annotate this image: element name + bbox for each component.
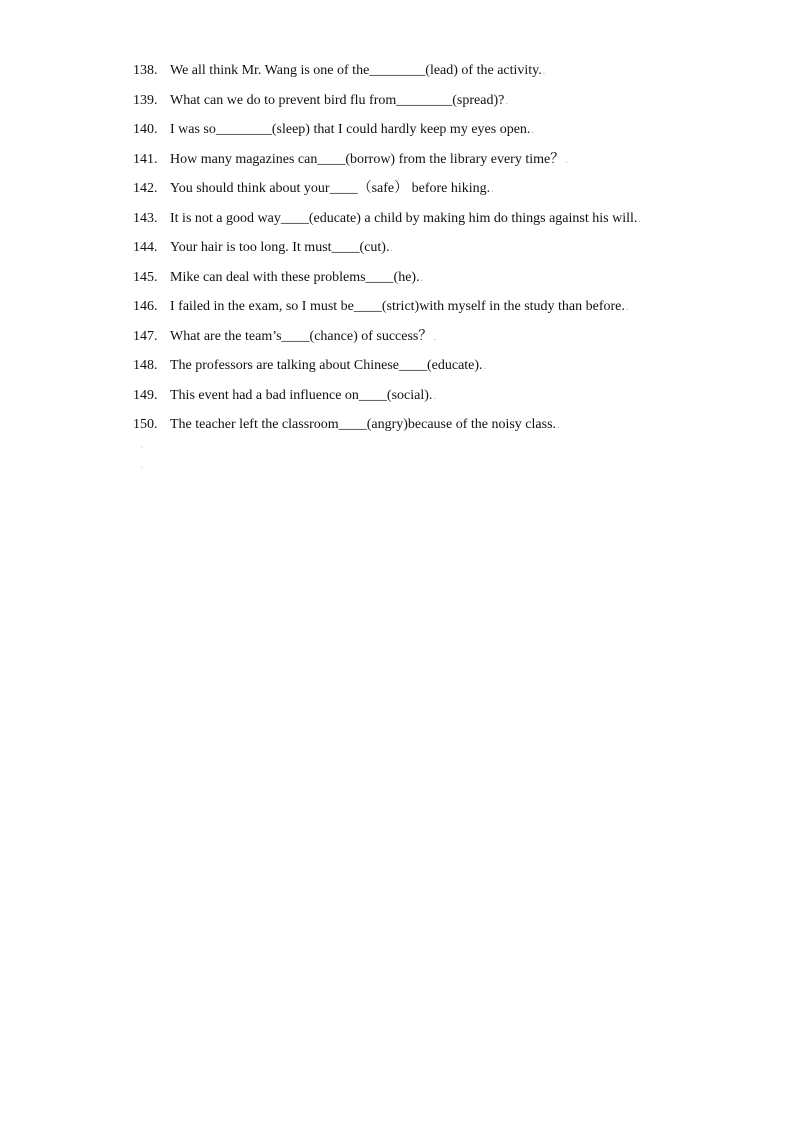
question-item xyxy=(133,150,773,180)
paragraph-mark: . xyxy=(420,272,424,284)
paragraph-mark: . xyxy=(390,243,393,254)
empty-paragraph-mark: · xyxy=(140,462,143,472)
question-text: This event had a bad influence on____(social). xyxy=(170,387,433,403)
question-text: It is not a good way____(educate) a child by making him do things against his will. xyxy=(170,210,638,226)
question-number: 146. xyxy=(133,299,158,314)
question-text: How many magazines can____(borrow) from the library every time？ xyxy=(170,151,565,167)
question-item xyxy=(133,415,773,445)
empty-paragraph-mark: · xyxy=(140,442,143,452)
question-text: The teacher left the classroom____(angry)because of the noisy class. xyxy=(170,417,557,432)
question-text: Your hair is too long. It must____(cut). xyxy=(170,240,390,255)
question-list xyxy=(133,61,773,445)
question-text: I failed in the exam, so I must be____(strict)with myself in the study than before. xyxy=(170,299,625,314)
question-item xyxy=(133,209,773,239)
question-number: 139. xyxy=(133,92,158,108)
paragraph-mark: . xyxy=(531,125,534,136)
paragraph-mark: . xyxy=(565,154,568,166)
question-item xyxy=(133,238,773,268)
paragraph-mark: . xyxy=(483,361,487,372)
question-text: Mike can deal with these problems____(he). xyxy=(170,269,420,285)
question-text: We all think Mr. Wang is one of the________(lead) of the activity. xyxy=(170,63,542,78)
question-item xyxy=(133,61,773,91)
question-number: 143. xyxy=(133,210,158,226)
paragraph-mark: . xyxy=(625,302,629,313)
question-text: I was so________(sleep) that I could hardly keep my eyes open. xyxy=(170,122,531,137)
question-item xyxy=(133,356,773,386)
question-number: 148. xyxy=(133,358,158,373)
paragraph-mark: . xyxy=(542,66,546,77)
question-number: 140. xyxy=(133,122,158,137)
question-item xyxy=(133,91,773,121)
question-item xyxy=(133,297,773,327)
question-number: 142. xyxy=(133,181,158,196)
question-number: 138. xyxy=(133,63,158,78)
question-item xyxy=(133,179,773,209)
question-text: What can we do to prevent bird flu from________(spread)? xyxy=(170,92,505,108)
question-number: 145. xyxy=(133,269,158,285)
question-text: What are the team’s____(chance) of success？ xyxy=(170,328,433,344)
question-number: 147. xyxy=(133,328,158,344)
question-text: You should think about your____（safe） before hiking. xyxy=(170,181,491,196)
question-number: 149. xyxy=(133,387,158,403)
question-number: 144. xyxy=(133,240,158,255)
question-item xyxy=(133,386,773,416)
question-number: 141. xyxy=(133,151,158,167)
paragraph-mark: . xyxy=(491,184,494,195)
paragraph-mark: . xyxy=(433,390,436,402)
question-number: 150. xyxy=(133,417,158,432)
paragraph-mark: . xyxy=(557,420,560,431)
paragraph-mark: . xyxy=(638,213,641,225)
question-item xyxy=(133,120,773,150)
question-item xyxy=(133,327,773,357)
paragraph-mark: . xyxy=(433,331,436,343)
question-text: The professors are talking about Chinese____(educate). xyxy=(170,358,483,373)
paragraph-mark: . xyxy=(505,95,508,107)
question-item xyxy=(133,268,773,298)
